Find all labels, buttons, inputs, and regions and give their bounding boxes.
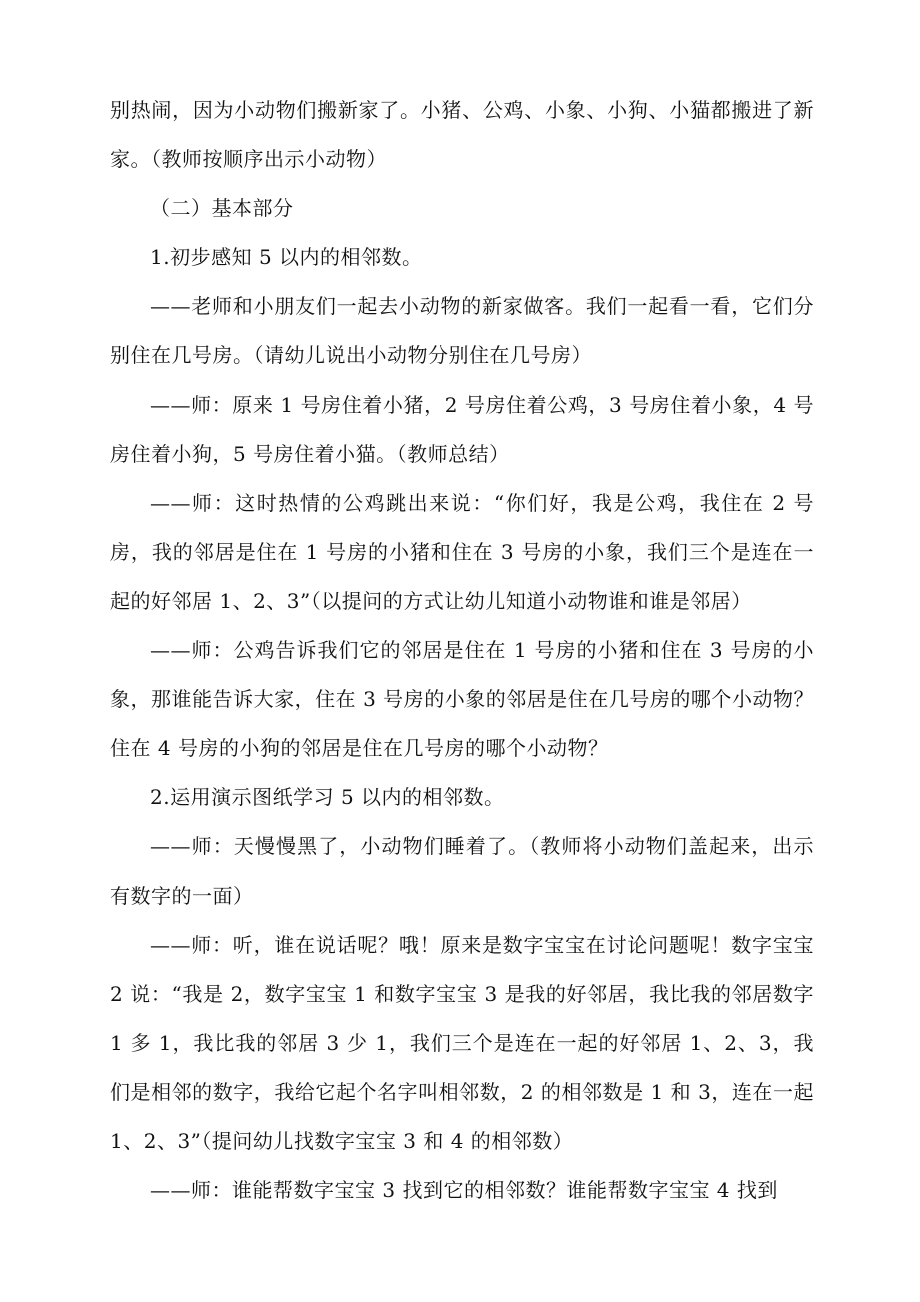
section-heading-basic-part: （二）基本部分 xyxy=(150,196,294,221)
paragraph-7: ——师：公鸡告诉我们它的邻居是住在 1 号房的小猪和住在 3 号房的小象，那谁能告诉大家，住在 3 号房的小象的邻居是住在几号房的哪个小动物？住在 4 号房的小狗的邻居是住在几号房的哪个小动物？ xyxy=(110,638,814,761)
subheading-1: 1.初步感知 5 以内的相邻数。 xyxy=(150,245,423,270)
paragraph-10: ——师：听，谁在说话呢？哦！原来是数字宝宝在讨论问题呢！数字宝宝 2 说：“我是 2，数字宝宝 1 和数字宝宝 3 是我的好邻居，我比我的邻居数字 1 多 1，我比我的邻居 3 少 1，我们三个是连在一起的好邻居 1、2、3，我们是相邻的数字，我给它起个名字叫相邻数，2 的相邻数是 1 和 3，连在一起 1、2、3”（提问幼儿找数字宝宝 3 和 4 的相邻数） xyxy=(110,932,814,1153)
subheading-2: 2.运用演示图纸学习 5 以内的相邻数。 xyxy=(150,785,505,810)
paragraph-11: ——师：谁能帮数字宝宝 3 找到它的相邻数？谁能帮数字宝宝 4 找到 xyxy=(150,1178,778,1203)
paragraph-9: ——师：天慢慢黑了，小动物们睡着了。（教师将小动物们盖起来，出示有数字的一面） xyxy=(110,834,814,908)
paragraph-5: ——师：原来 1 号房住着小猪，2 号房住着公鸡，3 号房住着小象，4 号房住着小狗，5 号房住着小猫。（教师总结） xyxy=(110,392,814,466)
document-body xyxy=(110,86,814,1215)
paragraph-6: ——师：这时热情的公鸡跳出来说：“你们好，我是公鸡，我住在 2 号房，我的邻居是住在 1 号房的小猪和住在 3 号房的小象，我们三个是连在一起的好邻居 1、2、3”（以提问的方式让幼儿知道小动物谁和谁是邻居） xyxy=(110,490,814,613)
paragraph-4: ——老师和小朋友们一起去小动物的新家做客。我们一起看一看，它们分别住在几号房。（请幼儿说出小动物分别住在几号房） xyxy=(110,294,814,368)
paragraph-1: 别热闹，因为小动物们搬新家了。小猪、公鸡、小象、小狗、小猫都搬进了新家。（教师按顺序出示小动物） xyxy=(110,98,814,172)
